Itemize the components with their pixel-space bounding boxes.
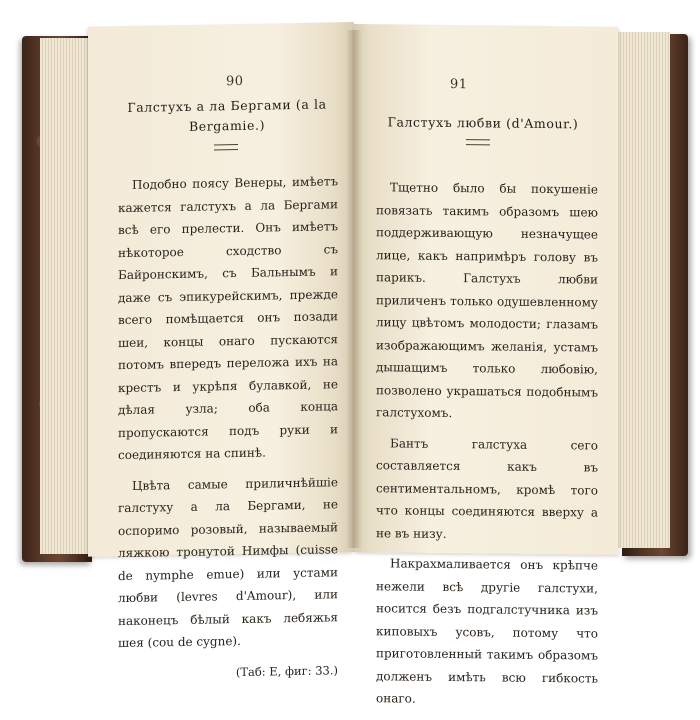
paragraph: Тщетно было бы покушеніе повязать такимъ образомъ шею поддерживающую незначущее лице, какъ напримѣръ голову въ парикъ. Галстухъ любви приличенъ только одушевленному лицу цвѣтомъ молодости; глазамъ изображающимъ желанія, устамъ дышащимъ только любовію, позволено украшаться подобнымъ галстухомъ. — [376, 180, 598, 421]
figure-reference: (Таб: Е, фиг: 33.) — [235, 662, 338, 679]
page-number: 90 — [226, 73, 244, 90]
body-text — [118, 170, 338, 685]
section-heading: Галстухъ любви (d'Amour.) — [387, 114, 579, 132]
paragraph: Подобно поясу Венеры, имѣетъ кажется галстухъ а ла Бергами всѣ его прелести. Онъ имѣетъ нѣкоторое сходство съ Байронскимъ, съ Бальнымъ и даже съ эпикурейскимъ, прежде всего помѣщается онъ позади шеи, концы онаго пускаются потомъ впередъ переложа ихъ на крестъ и укрѣпя булавкой, не дѣлая узла; оба конца пропускаются подъ руки и соединяются на спинѣ. — [118, 174, 338, 463]
divider-ornament — [466, 139, 490, 145]
section-heading: Галстухъ а ла Бергами (a la Bergamie.) — [127, 96, 327, 134]
paragraph: Цвѣта самые приличнѣйшіе галстуху а ла Бергами, не оспоримо розовый, называемый ляжкою тронутой Нимфы (cuisse de nymphe emue) или устами любви (levres d'Amour), или наконецъ бѣлый какъ лебяжья шея (cou de cygne). — [118, 474, 338, 651]
body-text — [376, 176, 598, 720]
left-page — [88, 22, 354, 679]
page-number: 91 — [450, 77, 468, 93]
paragraph: Накрахмаливается онъ крѣпче нежели всѣ другіе галстухи, носится безъ подгалстучника изъ киповыхъ усовъ, потому что приготовленный такимъ образомъ долженъ имѣть всю гибкость онаго. — [376, 556, 598, 706]
paragraph: Бантъ галстуха сего составляется какъ въ сентиментальномъ, кромѣ того что концы соединяются вверху а не въ низу. — [376, 435, 598, 541]
right-page — [354, 24, 618, 706]
divider-ornament — [214, 144, 238, 150]
